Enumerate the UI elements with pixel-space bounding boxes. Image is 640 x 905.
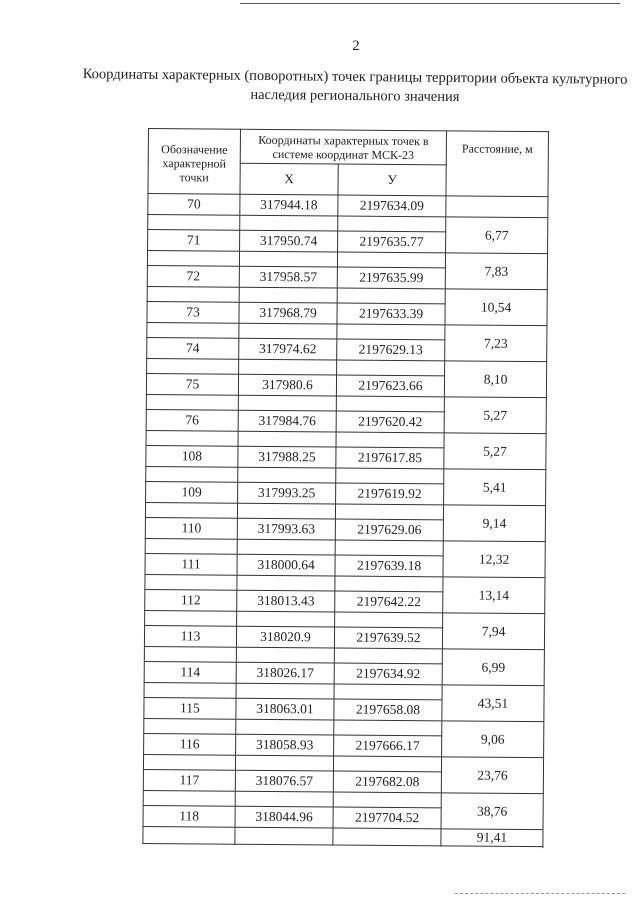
- empty-cell: [147, 286, 239, 302]
- x-coordinate-cell: 318026.17: [236, 662, 334, 684]
- empty-cell: [237, 611, 335, 627]
- point-id-cell: 109: [146, 481, 238, 503]
- empty-cell: [147, 358, 239, 374]
- empty-cell: [235, 791, 333, 807]
- x-coordinate-cell: 317988.25: [238, 446, 336, 468]
- header-y: У: [338, 164, 446, 196]
- y-coordinate-cell: 2197704.52: [333, 807, 441, 829]
- distance-cell: 10,54: [445, 289, 547, 326]
- point-id-cell: 113: [144, 625, 236, 647]
- header-coordinates: Координаты характерных точек в системе координат МСК-23: [240, 129, 446, 164]
- distance-cell: 8,10: [444, 361, 546, 398]
- point-id-cell: 118: [143, 805, 235, 827]
- empty-cell: [334, 684, 442, 700]
- distance-cell: 7,94: [442, 613, 544, 650]
- x-coordinate-cell: 317950.74: [240, 230, 338, 252]
- y-coordinate-cell: 2197635.99: [337, 267, 445, 289]
- coordinates-table-wrapper: [142, 128, 548, 847]
- empty-cell: [147, 251, 239, 267]
- empty-cell: [337, 288, 445, 304]
- point-id-cell: 73: [147, 301, 239, 323]
- empty-cell: [238, 467, 336, 483]
- distance-cell: 5,41: [444, 469, 546, 506]
- y-coordinate-cell: 2197635.77: [338, 231, 446, 253]
- point-id-cell: 112: [145, 589, 237, 611]
- distance-cell: 9,06: [442, 721, 544, 758]
- point-id-cell: 115: [144, 697, 236, 719]
- distance-cell: 5,27: [444, 397, 546, 434]
- empty-cell: [146, 430, 238, 446]
- empty-cell: [235, 827, 333, 845]
- empty-cell: [236, 647, 334, 663]
- empty-cell: [237, 503, 335, 519]
- distance-cell: 7,83: [445, 253, 547, 290]
- empty-cell: [236, 683, 334, 699]
- x-coordinate-cell: 317958.57: [239, 266, 337, 288]
- empty-cell: [236, 719, 334, 735]
- page-number: 2: [352, 38, 360, 54]
- x-coordinate-cell: 317974.62: [239, 338, 337, 360]
- x-coordinate-cell: 318044.96: [235, 806, 333, 828]
- y-coordinate-cell: 2197619.92: [336, 483, 444, 505]
- empty-cell: [146, 394, 238, 410]
- empty-cell: [238, 395, 336, 411]
- y-coordinate-cell: 2197623.66: [336, 375, 444, 397]
- empty-cell: [333, 828, 441, 846]
- point-id-cell: 71: [148, 230, 240, 252]
- point-id-cell: 116: [144, 733, 236, 755]
- document-title: Координаты характерных (поворотных) точек границы территории объекта культурного наследия регионального значения: [82, 66, 628, 106]
- distance-cell: 5,27: [444, 433, 546, 470]
- point-id-cell: 75: [146, 373, 238, 395]
- y-coordinate-cell: 2197629.06: [335, 519, 443, 541]
- y-coordinate-cell: 2197620.42: [336, 411, 444, 433]
- empty-cell: [335, 540, 443, 556]
- distance-cell: 43,51: [442, 685, 544, 722]
- x-coordinate-cell: 318020.9: [236, 626, 334, 648]
- empty-cell: [143, 826, 235, 844]
- empty-cell: [145, 538, 237, 554]
- header-distance: Расстояние, м: [446, 131, 549, 197]
- x-coordinate-cell: 317968.79: [239, 302, 337, 324]
- header-x: X: [240, 163, 338, 195]
- empty-cell: [237, 539, 335, 555]
- y-coordinate-cell: 2197658.08: [334, 699, 442, 721]
- point-id-cell: 76: [146, 409, 238, 431]
- empty-cell: [238, 431, 336, 447]
- point-id-cell: 72: [147, 265, 239, 287]
- empty-cell: [147, 322, 239, 338]
- point-id-cell: 114: [144, 661, 236, 683]
- distance-cell: 23,76: [441, 757, 543, 794]
- y-coordinate-cell: 2197617.85: [336, 447, 444, 469]
- empty-cell: [237, 575, 335, 591]
- distance-cell: 6,99: [442, 649, 544, 686]
- y-coordinate-cell: 2197639.18: [335, 555, 443, 577]
- empty-cell: [336, 432, 444, 448]
- x-coordinate-cell: 317993.25: [238, 482, 336, 504]
- empty-cell: [145, 574, 237, 590]
- empty-cell: [334, 648, 442, 664]
- table-body: [143, 194, 548, 847]
- y-coordinate-cell: 2197634.92: [334, 663, 442, 685]
- y-coordinate-cell: 2197629.13: [337, 339, 445, 361]
- empty-cell: [334, 720, 442, 736]
- distance-cell: 91,41: [441, 829, 543, 847]
- distance-cell: 38,76: [441, 793, 543, 830]
- x-coordinate-cell: 317944.18: [240, 194, 338, 216]
- empty-cell: [144, 682, 236, 698]
- empty-cell: [145, 610, 237, 626]
- empty-cell: [145, 502, 237, 518]
- x-coordinate-cell: 318013.43: [237, 590, 335, 612]
- empty-cell: [143, 790, 235, 806]
- empty-cell: [144, 718, 236, 734]
- empty-cell: [335, 576, 443, 592]
- distance-cell: 13,14: [443, 577, 545, 614]
- x-coordinate-cell: 317980.6: [238, 374, 336, 396]
- point-id-cell: 110: [145, 517, 237, 539]
- header-point: Обозначение характерной точки: [148, 129, 241, 195]
- empty-cell: [337, 324, 445, 340]
- y-coordinate-cell: 2197634.09: [338, 195, 446, 217]
- x-coordinate-cell: 318063.01: [236, 698, 334, 720]
- empty-cell: [144, 646, 236, 662]
- empty-cell: [335, 504, 443, 520]
- coordinates-table: [142, 128, 549, 847]
- empty-cell: [146, 466, 238, 482]
- distance-cell: 7,23: [445, 325, 547, 362]
- empty-cell: [239, 287, 337, 303]
- empty-cell: [337, 360, 445, 376]
- empty-cell: [336, 396, 444, 412]
- point-id-cell: 108: [146, 445, 238, 467]
- distance-cell: 12,32: [443, 541, 545, 578]
- y-coordinate-cell: 2197633.39: [337, 303, 445, 325]
- distance-cell: 9,14: [443, 505, 545, 542]
- empty-cell: [239, 359, 337, 375]
- bottom-mark: [455, 893, 625, 895]
- empty-cell: [338, 216, 446, 232]
- empty-cell: [239, 323, 337, 339]
- table-row-gap: [143, 826, 543, 846]
- x-coordinate-cell: 318000.64: [237, 554, 335, 576]
- point-id-cell: 70: [148, 194, 240, 216]
- y-coordinate-cell: 2197666.17: [334, 735, 442, 757]
- point-id-cell: 111: [145, 553, 237, 575]
- empty-cell: [333, 792, 441, 808]
- distance-empty-cell: [446, 196, 548, 218]
- empty-cell: [333, 756, 441, 772]
- empty-cell: [335, 612, 443, 628]
- distance-cell: 6,77: [446, 217, 548, 254]
- x-coordinate-cell: 317993.63: [237, 518, 335, 540]
- empty-cell: [143, 754, 235, 770]
- x-coordinate-cell: 318076.57: [235, 770, 333, 792]
- empty-cell: [235, 755, 333, 771]
- point-id-cell: 117: [143, 769, 235, 791]
- empty-cell: [148, 215, 240, 231]
- x-coordinate-cell: 318058.93: [236, 734, 334, 756]
- empty-cell: [239, 251, 337, 267]
- empty-cell: [336, 468, 444, 484]
- point-id-cell: 74: [147, 337, 239, 359]
- y-coordinate-cell: 2197639.52: [334, 627, 442, 649]
- y-coordinate-cell: 2197642.22: [335, 591, 443, 613]
- empty-cell: [337, 252, 445, 268]
- empty-cell: [240, 215, 338, 231]
- y-coordinate-cell: 2197682.08: [333, 771, 441, 793]
- top-rule: [240, 3, 620, 4]
- x-coordinate-cell: 317984.76: [238, 410, 336, 432]
